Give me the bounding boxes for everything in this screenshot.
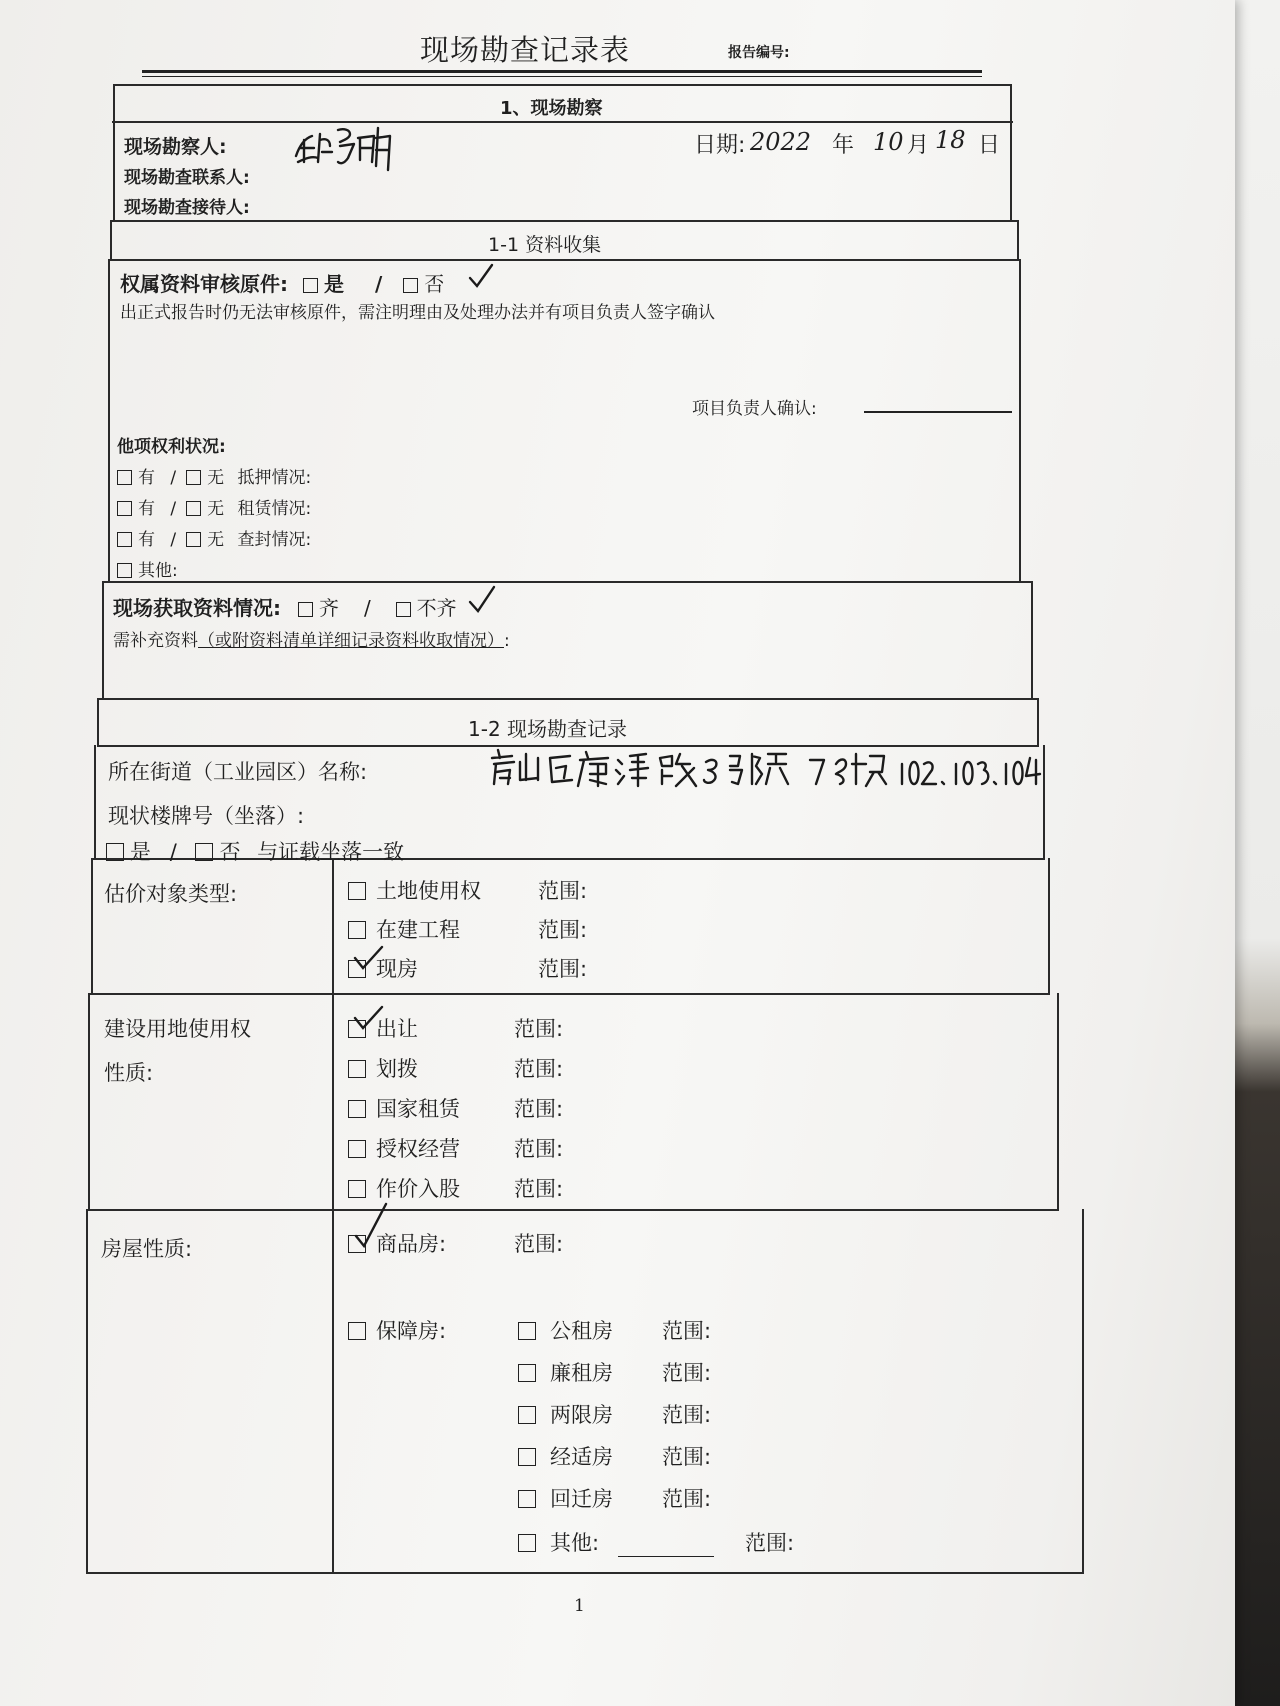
authorized-operation-checkbox[interactable]: [348, 1140, 366, 1158]
consistency-row: 是 / 否 与证载坐落一致: [106, 836, 404, 866]
table-left-border: [110, 220, 112, 260]
acquired-complete-label: 齐: [318, 596, 339, 620]
land-use-authorized-row: [348, 1133, 460, 1163]
other-rights-label: 他项权利状况:: [117, 437, 226, 457]
price-limited-checkbox[interactable]: [518, 1406, 536, 1424]
option-label: 土地使用权: [376, 879, 481, 903]
row-divider: [103, 581, 1032, 583]
section-1-1-title: 1-1 资料收集: [488, 234, 602, 256]
object-type-label: 估价对象类型:: [104, 882, 238, 906]
option-label: 在建工程: [376, 918, 460, 942]
table-right-border: [1082, 1209, 1084, 1573]
supplement-row: [113, 626, 510, 651]
house-nature-label: 房屋性质:: [101, 1237, 193, 1261]
option-label: 公租房: [550, 1319, 613, 1343]
allocation-checkbox[interactable]: [348, 1060, 366, 1078]
rights-row-lease: 有 / 无 租赁情况:: [117, 494, 311, 519]
table-top-border: [113, 84, 1011, 86]
day-unit: 日: [978, 133, 1001, 158]
land-use-allocation-row: [348, 1053, 418, 1083]
ownership-no-label: 否: [424, 272, 445, 296]
table-left-border: [97, 698, 99, 746]
table-right-border: [1031, 581, 1033, 699]
rights-item-label: 抵押情况:: [237, 468, 312, 488]
contact-label: 现场勘查联系人:: [124, 168, 250, 188]
manager-confirm-label: 项目负责人确认:: [692, 399, 817, 419]
option-label: 否: [219, 840, 241, 864]
range-label: 范围:: [514, 1137, 564, 1161]
land-use-right-checkbox[interactable]: [348, 882, 366, 900]
title-rule-thin: [142, 76, 982, 77]
report-number-label: 报告编号:: [728, 45, 790, 61]
relocation-housing-checkbox[interactable]: [518, 1490, 536, 1508]
option-label: 商品房:: [376, 1232, 447, 1256]
inspector-label: 现场勘察人:: [124, 136, 227, 158]
slash: /: [374, 272, 383, 296]
land-use-label-2: 性质:: [104, 1061, 154, 1085]
range-label: 范围:: [538, 879, 588, 903]
table-left-border: [91, 858, 93, 994]
other-blank-line[interactable]: [618, 1536, 714, 1557]
affordable-economic-row: [518, 1441, 613, 1471]
range-label: 范围:: [538, 957, 588, 981]
acquired-incomplete-checkbox[interactable]: [396, 602, 411, 617]
receiver-label: 现场勘查接待人:: [124, 198, 250, 218]
ownership-yes-label: 是: [323, 272, 344, 296]
checkmark-icon: [466, 262, 496, 292]
supplement-suffix: :: [504, 631, 510, 651]
mortgage-no-checkbox[interactable]: [186, 470, 201, 485]
option-label: 两限房: [550, 1403, 613, 1427]
option-label: 保障房:: [376, 1319, 447, 1343]
table-right-border: [1037, 698, 1039, 746]
option-label: 其他:: [550, 1531, 600, 1555]
object-type-land-row: [348, 875, 481, 905]
affordable-public-rental-row: [518, 1315, 613, 1345]
ownership-label: 权属资料审核原件:: [120, 272, 288, 296]
page-title: 现场勘查记录表: [420, 33, 631, 67]
date-year: 2022: [750, 128, 812, 156]
acquired-label: 现场获取资料情况:: [113, 596, 281, 620]
rights-other-label: 其他:: [138, 561, 178, 581]
table-left-border: [86, 1209, 88, 1573]
equity-investment-checkbox[interactable]: [348, 1180, 366, 1198]
range-label: 范围:: [662, 1487, 712, 1511]
date-day: 18: [935, 126, 966, 154]
acquired-complete-checkbox[interactable]: [298, 602, 313, 617]
option-label: 经适房: [550, 1445, 613, 1469]
column-divider: [332, 858, 334, 1573]
table-left-border: [88, 993, 90, 1210]
acquired-row: 现场获取资料情况: 齐 / 不齐: [113, 596, 457, 620]
option-label: 廉租房: [550, 1361, 613, 1385]
seizure-no-checkbox[interactable]: [186, 532, 201, 547]
date-month: 10: [873, 128, 904, 156]
option-label: 有: [138, 530, 155, 550]
row-divider: [110, 220, 1018, 222]
table-right-border: [1048, 858, 1050, 994]
rights-item-label: 查封情况:: [237, 530, 312, 550]
table-left-border: [102, 581, 104, 699]
range-label: 范围:: [538, 918, 588, 942]
acquired-incomplete-label: 不齐: [416, 596, 457, 620]
land-use-lease-row: [348, 1093, 460, 1123]
section-1-2-title: 1-2 现场勘查记录: [468, 717, 628, 741]
low-rent-checkbox[interactable]: [518, 1364, 536, 1382]
table-left-border: [113, 84, 115, 221]
rights-row-other: [117, 556, 178, 581]
table-right-border: [1017, 220, 1019, 260]
range-label: 范围:: [662, 1319, 712, 1343]
economic-housing-checkbox[interactable]: [518, 1448, 536, 1466]
ownership-note: 出正式报告时仍无法审核原件，需注明理由及处理办法并有项目负责人签字确认: [120, 303, 715, 323]
rights-other-checkbox[interactable]: [117, 563, 132, 578]
row-divider: [87, 1209, 1059, 1211]
table-right-border: [1019, 259, 1021, 582]
table-right-border: [1057, 993, 1059, 1210]
range-label: 范围:: [514, 1232, 564, 1256]
range-label: 范围:: [514, 1057, 564, 1081]
month-unit: 月: [907, 133, 930, 158]
ownership-row: [120, 268, 444, 297]
table-left-border: [94, 745, 96, 859]
option-label: 国家租赁: [376, 1097, 460, 1121]
affordable-relocation-row: [518, 1483, 613, 1513]
affordable-housing-checkbox[interactable]: [348, 1322, 366, 1340]
range-label: 范围:: [514, 1177, 564, 1201]
option-label: 是: [130, 840, 151, 864]
table-bottom-border: [86, 1572, 1084, 1574]
range-label: 范围:: [514, 1017, 564, 1041]
checkmark-icon: [352, 1200, 392, 1252]
land-use-equity-row: [348, 1173, 460, 1203]
option-label: 现房: [376, 957, 418, 981]
option-label: 无: [207, 530, 225, 550]
object-type-construction-row: [348, 914, 460, 944]
option-label: 作价入股: [376, 1177, 460, 1201]
title-rule: [142, 70, 982, 73]
rights-row-mortgage: 有 / 无 抵押情况:: [117, 463, 311, 488]
rights-item-label: 租赁情况:: [237, 499, 312, 519]
manager-signature-line[interactable]: [864, 411, 1012, 413]
affordable-other-row: [518, 1527, 714, 1557]
range-label: 范围:: [514, 1097, 564, 1121]
seizure-yes-checkbox[interactable]: [117, 532, 132, 547]
lease-no-checkbox[interactable]: [186, 501, 201, 516]
table-left-border: [108, 259, 110, 582]
table-right-border: [1010, 84, 1012, 221]
page-number: 1: [574, 1596, 585, 1616]
checkmark-icon: [466, 584, 498, 616]
consistent-no-checkbox[interactable]: [195, 843, 213, 861]
construction-checkbox[interactable]: [348, 921, 366, 939]
consistency-text: 与证载坐落一致: [257, 840, 405, 864]
rights-row-seizure: 有 / 无 查封情况:: [117, 525, 311, 550]
supplement-note: （或附资料清单详细记录资料收取情况）: [198, 631, 504, 651]
land-use-label: 建设用地使用权: [104, 1017, 251, 1041]
consistent-yes-checkbox[interactable]: [106, 843, 124, 861]
inspector-signature: [290, 118, 400, 176]
affordable-price-limited-row: [518, 1399, 613, 1429]
supplement-prefix: 需补充资料: [113, 631, 198, 651]
section-1-title: 1、现场勘察: [500, 98, 603, 119]
row-divider: [112, 121, 1013, 123]
option-label: 无: [207, 499, 225, 519]
year-unit: 年: [832, 133, 855, 158]
ownership-no-checkbox[interactable]: [403, 278, 418, 293]
range-label: 范围:: [662, 1403, 712, 1427]
ownership-yes-checkbox[interactable]: [303, 278, 318, 293]
affordable-row: [348, 1315, 446, 1345]
option-label: 授权经营: [376, 1137, 460, 1161]
state-lease-checkbox[interactable]: [348, 1100, 366, 1118]
row-divider: [109, 259, 1020, 261]
option-label: 划拨: [376, 1057, 418, 1081]
option-label: 回迁房: [550, 1487, 613, 1511]
public-rental-checkbox[interactable]: [518, 1322, 536, 1340]
checkmark-icon: [352, 1004, 386, 1034]
range-label: 范围:: [662, 1445, 712, 1469]
option-label: 出让: [376, 1017, 418, 1041]
mortgage-yes-checkbox[interactable]: [117, 470, 132, 485]
checkmark-icon: [352, 944, 386, 974]
lease-yes-checkbox[interactable]: [117, 501, 132, 516]
street-label: 所在街道（工业园区）名称:: [108, 760, 368, 784]
row-divider: [98, 698, 1038, 700]
affordable-other-checkbox[interactable]: [518, 1534, 536, 1552]
status-label: 现状楼牌号（坐落）:: [108, 804, 305, 828]
row-divider: [90, 993, 1050, 995]
date-label: 日期:: [694, 133, 746, 158]
affordable-low-rent-row: [518, 1357, 613, 1387]
range-label: 范围:: [745, 1531, 795, 1555]
option-label: 有: [138, 499, 155, 519]
street-handwritten-address: [486, 744, 1046, 794]
option-label: 有: [138, 468, 155, 488]
range-label: 范围:: [662, 1361, 712, 1385]
option-label: 无: [207, 468, 225, 488]
